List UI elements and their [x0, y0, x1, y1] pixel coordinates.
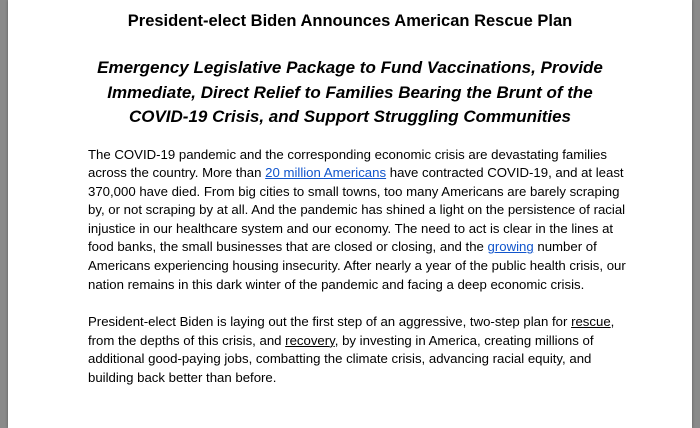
paragraph-2-text-1: President-elect Biden is laying out the first step of an aggressive, two-step plan for — [88, 314, 572, 330]
rescue-link[interactable]: rescue — [571, 314, 611, 330]
recovery-link[interactable]: recovery — [285, 332, 335, 348]
paragraph-1-text-1: The COVID-19 pandemic and the corresponding economic crisis are devastating families across the country. More than — [88, 146, 607, 181]
paragraph-1-text-2: have contracted COVID-19, and at least 370,000 have died. From big cities to small towns, too many Americans are barely scraping by, or not scraping by at all. And the pandemic has shined a light on the persistence of racial injustice in our healthcare system and our economy. The need to act is clear in the lines at food banks, the small businesses that are closed or closing, and the — [88, 165, 626, 255]
paragraph-2-text-3: , by investing in America, creating millions of additional good-paying jobs, combatting the climate crisis, advancing racial equity, and building back better than before. — [88, 332, 594, 386]
document-title: President-elect Biden Announces American Rescue Plan — [127, 12, 573, 30]
paragraph-2 — [88, 313, 628, 387]
twenty-million-americans-link[interactable]: 20 million Americans — [265, 165, 387, 181]
paragraph-2-text-2: , from the depths of this crisis, and — [88, 314, 615, 348]
paragraph-1-text-3: number of Americans experiencing housing insecurity. After nearly a year of the public health crisis, our nation remains in this dark winter of the pandemic and facing a deep economic crisis. — [88, 239, 626, 292]
document-subtitle: Emergency Legislative Package to Fund Vaccinations, Provide Immediate, Direct Relief to Families Bearing the Brunt of the COVID-19 Crisis, and Support Struggling Communities — [97, 58, 603, 126]
document-page — [8, 0, 692, 428]
paragraph-1 — [88, 146, 628, 295]
growing-link[interactable]: growing — [487, 239, 534, 255]
